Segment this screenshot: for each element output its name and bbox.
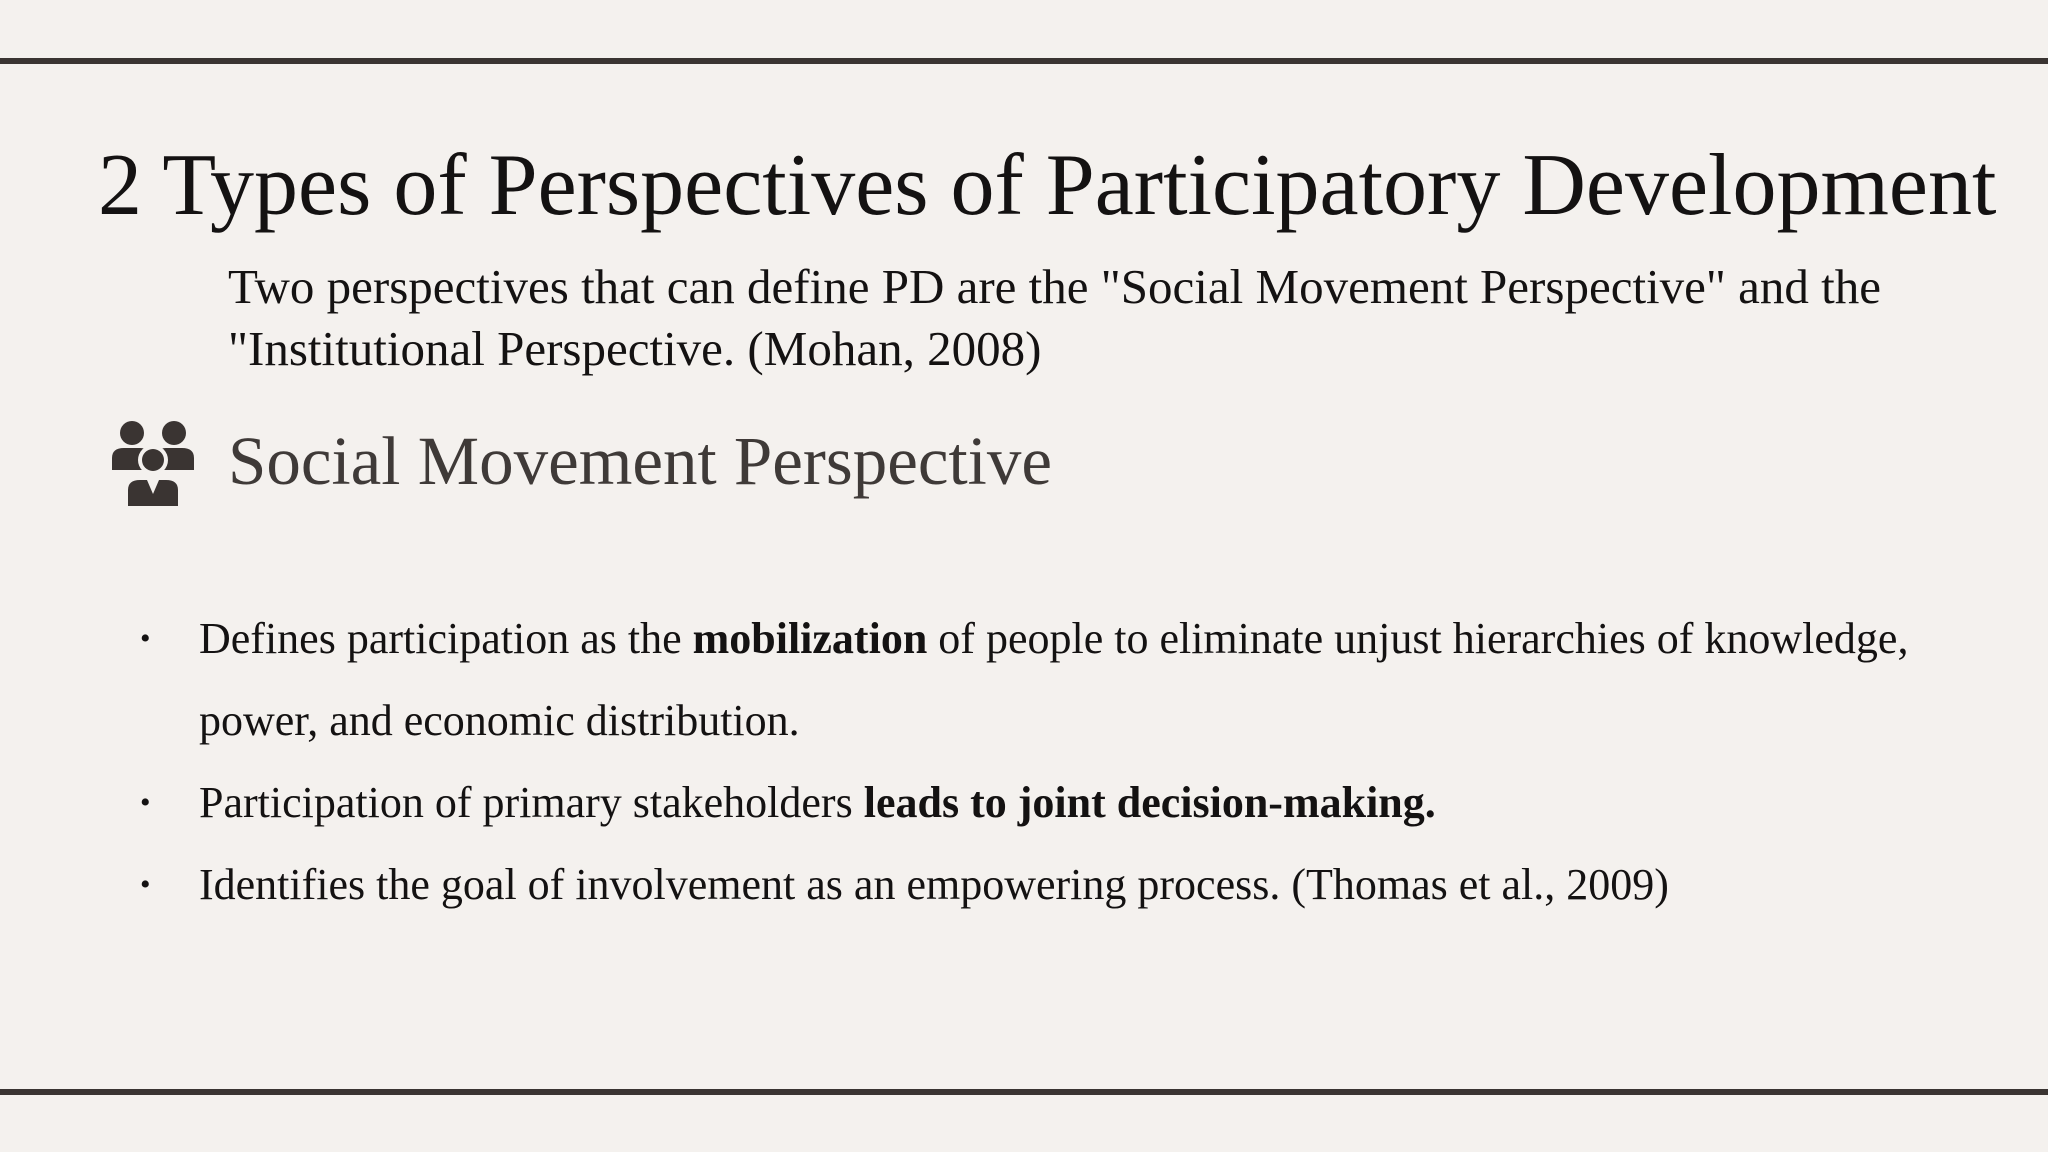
top-divider — [0, 58, 2048, 64]
bullet-emphasis: mobilization — [692, 614, 928, 663]
bullet-emphasis: leads to joint decision-making. — [863, 778, 1436, 827]
bullet-marker: • — [140, 622, 151, 655]
bullet-text: Defines participation as the — [199, 614, 693, 663]
bullet-item — [140, 844, 2000, 926]
bullet-text: Participation of primary stakeholders — [199, 778, 864, 827]
group-people-icon — [110, 420, 196, 506]
bullet-list — [140, 598, 2000, 926]
bullet-item — [140, 762, 2000, 844]
bullet-text: of people to eliminate unjust hierarchies of knowledge, power, and economic distribution. — [199, 614, 1909, 745]
bullet-item — [140, 598, 2000, 762]
section-heading: Social Movement Perspective — [228, 423, 1052, 499]
bottom-divider — [0, 1089, 2048, 1095]
slide-title: 2 Types of Perspectives of Participatory Development — [98, 137, 1997, 234]
bullet-text: Identifies the goal of involvement as an empowering process. (Thomas et al., 2009) — [199, 860, 1669, 909]
intro-paragraph: Two perspectives that can define PD are the "Social Movement Perspective" and the "Institutional Perspective. (Mohan, 2008) — [228, 259, 1882, 376]
bullet-marker: • — [140, 786, 151, 819]
bullet-marker: • — [140, 868, 151, 901]
